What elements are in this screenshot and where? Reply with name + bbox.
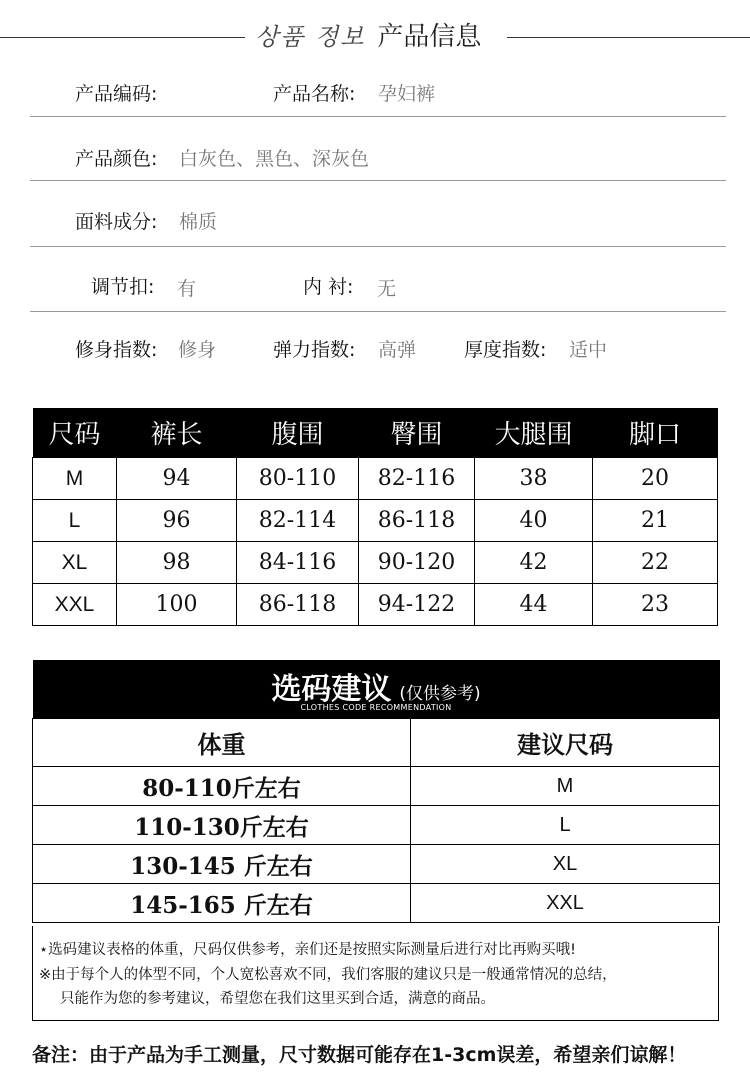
title-rule-right xyxy=(507,37,750,38)
color-value: 白灰色、黑色、深灰色 xyxy=(179,148,370,170)
color-label: 产品颜色: xyxy=(75,148,158,170)
cell-length: 96 xyxy=(117,500,237,542)
header-hip: 臀围 xyxy=(359,408,475,458)
header-size: 尺码 xyxy=(33,408,117,458)
buckle-label: 调节扣: xyxy=(91,276,155,298)
buckle-value: 有 xyxy=(177,278,197,300)
cell-hem: 22 xyxy=(593,542,718,584)
header-length: 裤长 xyxy=(117,408,237,458)
thickness-value: 适中 xyxy=(569,339,608,361)
title-korean: 상품 정보 xyxy=(255,22,366,51)
weight-range: 145-165 斤左右 xyxy=(33,884,411,923)
cell-thigh: 44 xyxy=(475,584,593,626)
recommendation-header xyxy=(33,660,720,719)
divider xyxy=(30,116,726,117)
cell-length: 98 xyxy=(117,542,237,584)
cell-length: 100 xyxy=(117,584,237,626)
stretch-value: 高弹 xyxy=(378,339,417,361)
cell-waist: 86-118 xyxy=(237,584,359,626)
header-recommended-size: 建议尺码 xyxy=(411,719,720,767)
recommendation-table xyxy=(32,660,720,923)
cell-waist: 82-114 xyxy=(237,500,359,542)
lining-value: 无 xyxy=(377,278,397,300)
recommended-size: XXL xyxy=(411,884,720,923)
cell-length: 94 xyxy=(117,458,237,500)
notes-box xyxy=(32,926,719,1021)
footer-remark: 备注：由于产品为手工测量，尺寸数据可能存在1-3cm误差，希望亲们谅解！ xyxy=(32,1044,687,1066)
slim-value: 修身 xyxy=(178,339,217,361)
size-table-header xyxy=(33,408,718,458)
divider xyxy=(30,311,726,312)
title-chinese: 产品信息 xyxy=(377,21,482,52)
cell-thigh: 40 xyxy=(475,500,593,542)
recommendation-title-note: (仅供参考) xyxy=(399,684,481,704)
cell-hip: 82-116 xyxy=(359,458,475,500)
cell-hip: 90-120 xyxy=(359,542,475,584)
cell-thigh: 38 xyxy=(475,458,593,500)
cell-hem: 20 xyxy=(593,458,718,500)
fabric-value: 棉质 xyxy=(179,211,218,233)
cell-thigh: 42 xyxy=(475,542,593,584)
table-row xyxy=(33,806,720,845)
size-code: M xyxy=(33,458,117,500)
weight-range: 110-130斤左右 xyxy=(33,806,411,845)
weight-range: 80-110斤左右 xyxy=(33,767,411,806)
recommended-size: L xyxy=(411,806,720,845)
size-code: XL xyxy=(33,542,117,584)
name-label: 产品名称: xyxy=(273,83,356,105)
note-3: 只能作为您的参考建议，希望您在我们这里买到合适，满意的商品。 xyxy=(60,991,495,1007)
page-title xyxy=(255,14,505,54)
table-row xyxy=(33,584,718,626)
table-row xyxy=(33,458,718,500)
header-hem: 脚口 xyxy=(593,408,718,458)
cell-hip: 94-122 xyxy=(359,584,475,626)
stretch-label: 弹力指数: xyxy=(273,339,356,361)
size-code: XXL xyxy=(33,584,117,626)
fabric-label: 面料成分: xyxy=(75,211,158,233)
note-2: ※由于每个人的体型不同，个人宽松喜欢不同，我们客服的建议只是一般通常情况的总结， xyxy=(39,967,617,983)
recommendation-title-text: 选码建议 xyxy=(271,672,392,707)
header-waist: 腹围 xyxy=(237,408,359,458)
header-thigh: 大腿围 xyxy=(475,408,593,458)
name-value: 孕妇裤 xyxy=(378,83,436,105)
cell-hem: 21 xyxy=(593,500,718,542)
recommendation-title xyxy=(33,664,720,708)
table-row xyxy=(33,845,720,884)
note-1: ⋆选码建议表格的体重，尺码仅供参考，亲们还是按照实际测量后进行对比再购买哦! xyxy=(39,942,576,958)
table-row xyxy=(33,884,720,923)
divider xyxy=(30,246,726,247)
thickness-label: 厚度指数: xyxy=(464,339,547,361)
title-rule-left xyxy=(0,37,245,38)
code-label: 产品编码: xyxy=(75,83,158,105)
lining-label: 内 衬: xyxy=(303,276,354,298)
cell-waist: 80-110 xyxy=(237,458,359,500)
size-code: L xyxy=(33,500,117,542)
cell-waist: 84-116 xyxy=(237,542,359,584)
cell-hem: 23 xyxy=(593,584,718,626)
weight-range: 130-145 斤左右 xyxy=(33,845,411,884)
recommendation-subtitle: CLOTHES CODE RECOMMENDATION xyxy=(300,703,452,712)
table-row xyxy=(33,767,720,806)
recommended-size: M xyxy=(411,767,720,806)
header-weight: 体重 xyxy=(33,719,411,767)
recommended-size: XL xyxy=(411,845,720,884)
cell-hip: 86-118 xyxy=(359,500,475,542)
slim-label: 修身指数: xyxy=(75,339,158,361)
table-row xyxy=(33,542,718,584)
table-row xyxy=(33,500,718,542)
size-table xyxy=(32,408,718,626)
divider xyxy=(30,180,726,181)
